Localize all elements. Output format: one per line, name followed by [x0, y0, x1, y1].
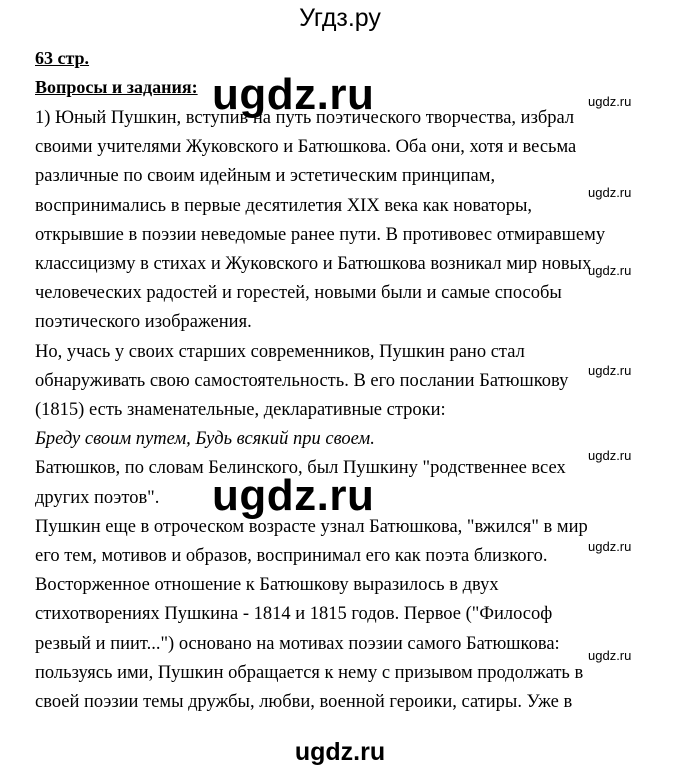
text-line: открывшие в поэзии неведомые ранее пути. В противовес отмиравшему: [35, 225, 606, 245]
watermark-small: ugdz.ru: [588, 185, 632, 200]
watermark-small: ugdz.ru: [588, 539, 632, 554]
text-line: поэтического изображения.: [35, 312, 252, 332]
watermark-small: ugdz.ru: [588, 448, 632, 463]
text-line: классицизму в стихах и Жуковского и Батюшкова возникал мир новых: [35, 254, 592, 274]
text-line: (1815) есть знаменательные, декларативные строки:: [35, 400, 446, 420]
text-line: резвый и пиит...") основано на мотивах поэзии самого Батюшкова:: [35, 634, 560, 654]
text-line: Бреду своим путем, Будь всякий при своем.: [35, 429, 375, 449]
section-heading: Вопросы и задания:: [35, 77, 198, 97]
text-line: Но, учась у своих старших современников, Пушкин рано стал: [35, 342, 525, 362]
text-line: Батюшков, по словам Белинского, был Пушкину "родственнее всех: [35, 458, 566, 478]
text-line: стихотворениях Пушкина - 1814 и 1815 годов. Первое ("Философ: [35, 604, 553, 624]
page-number: 63 стр.: [35, 48, 90, 68]
text-line: 1) Юный Пушкин, вступив на путь поэтического творчества, избрал: [35, 108, 575, 128]
watermark-small: ugdz.ru: [588, 263, 632, 278]
text-line: Пушкин еще в отроческом возрасте узнал Батюшкова, "вжился" в мир: [35, 517, 588, 537]
text-line: Восторженное отношение к Батюшкову выразилось в двух: [35, 575, 499, 595]
text-line: воспринимались в первые десятилетия XIX века как новаторы,: [35, 196, 533, 216]
watermark-small: ugdz.ru: [588, 94, 632, 109]
watermark-small: ugdz.ru: [588, 648, 632, 663]
text-line: своими учителями Жуковского и Батюшкова. Оба они, хотя и весьма: [35, 137, 577, 157]
text-line: различные по своим идейным и эстетическим принципам,: [35, 166, 496, 186]
text-line: обнаруживать свою самостоятельность. В его послании Батюшкову: [35, 371, 569, 391]
text-line: других поэтов".: [35, 488, 160, 508]
text-line: пользуясь ими, Пушкин обращается к нему с призывом продолжать в: [35, 663, 584, 683]
site-footer-url: ugdz.ru: [294, 738, 386, 766]
watermark-large: ugdz.ru: [212, 70, 375, 119]
watermark-small: ugdz.ru: [588, 363, 632, 378]
watermark-large: ugdz.ru: [212, 471, 375, 520]
text-line: его тем, мотивов и образов, воспринимал его как поэта близкого.: [35, 546, 548, 566]
text-line: человеческих радостей и горестей, новыми были и самые способы: [35, 283, 562, 303]
site-header-title: Угдз.ру: [299, 4, 381, 32]
text-line: своей поэзии темы дружбы, любви, военной героики, сатиры. Уже в: [35, 692, 573, 712]
